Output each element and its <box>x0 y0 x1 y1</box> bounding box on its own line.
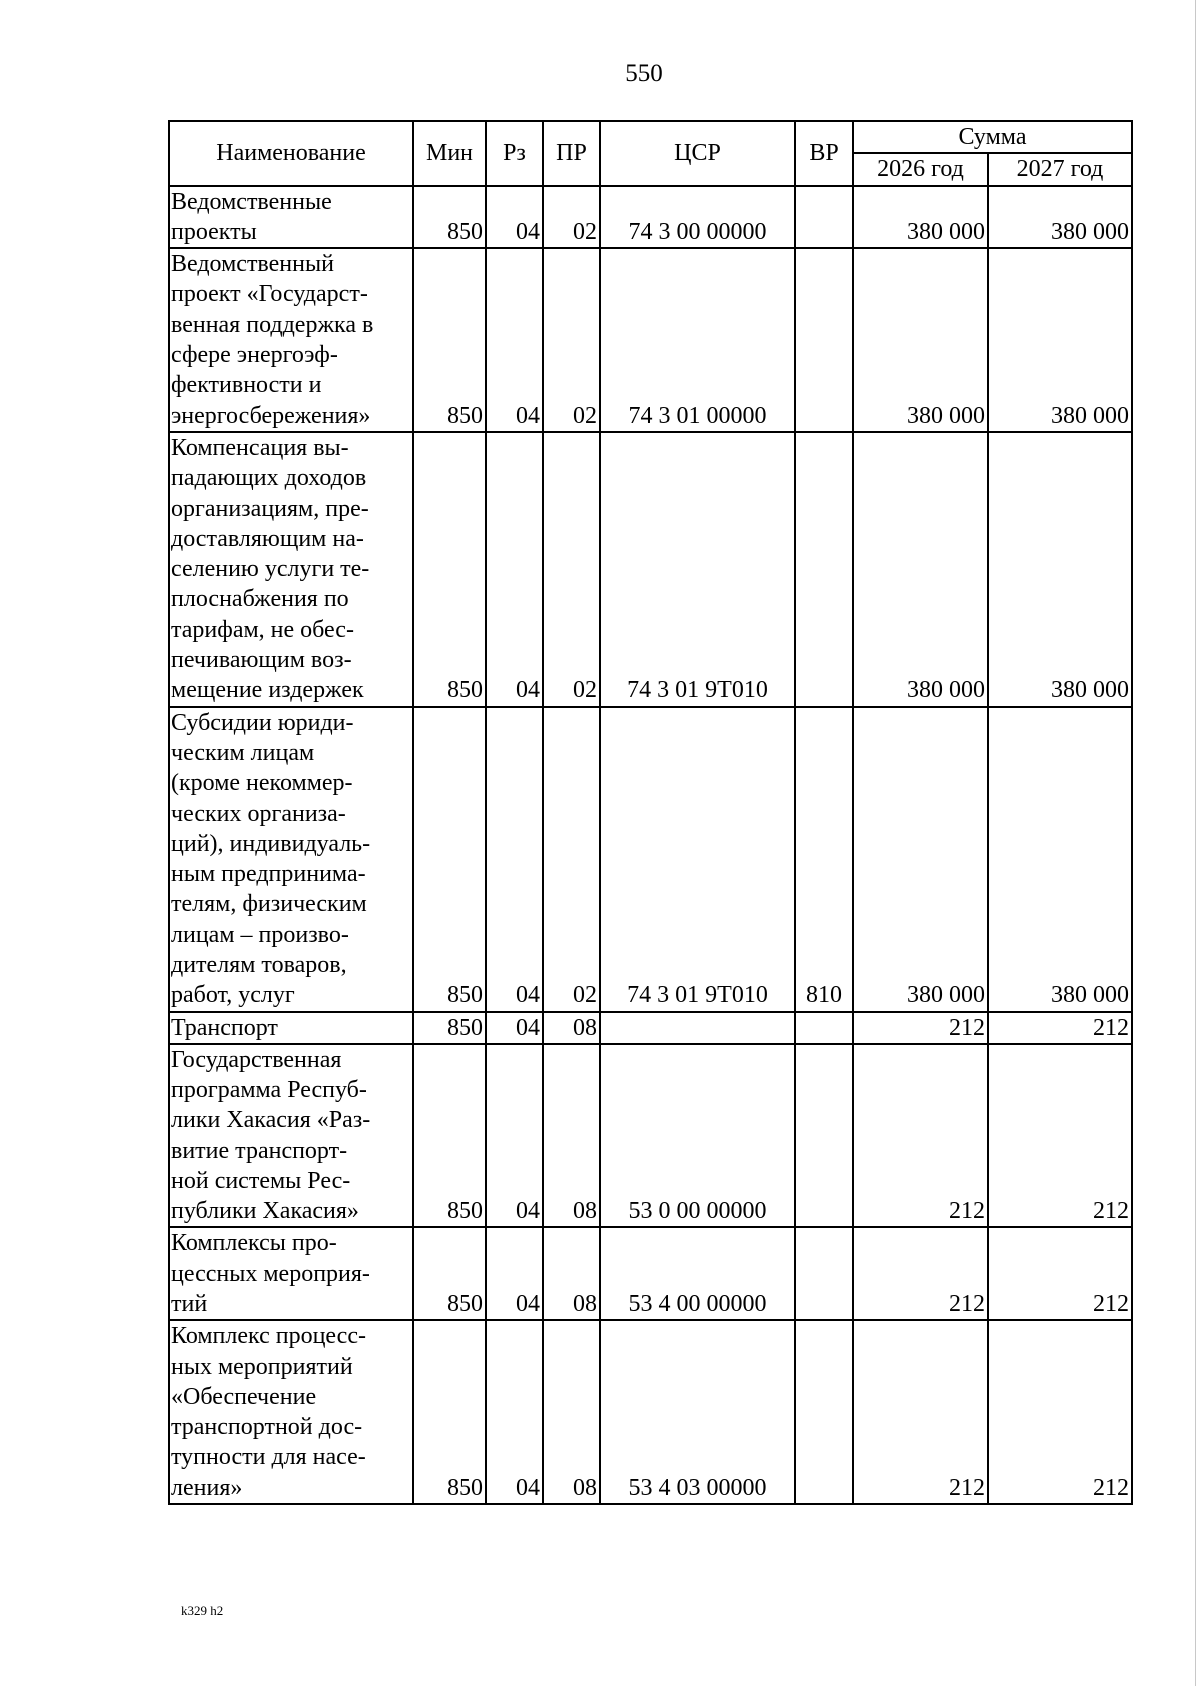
cell-sum-2026: 212 <box>853 1044 988 1228</box>
header-name: Наименование <box>169 121 413 186</box>
cell-vr: 810 <box>795 707 853 1012</box>
cell-name-line: тарифам, не обес- <box>171 616 354 643</box>
cell-name-line: (кроме некоммер- <box>171 770 353 797</box>
cell-csr <box>600 1012 795 1044</box>
cell-name-line: Государственная <box>171 1046 342 1073</box>
cell-name-line: дителям товаров, <box>171 952 347 979</box>
cell-name <box>169 707 413 1012</box>
cell-name-line: Транспорт <box>171 1014 278 1041</box>
cell-name-line: Комплекс процесс- <box>171 1323 366 1350</box>
cell-name-line: проекты <box>171 218 257 245</box>
cell-vr <box>795 432 853 707</box>
cell-name-line: ной системы Рес- <box>171 1167 351 1194</box>
header-sum: Сумма <box>853 121 1132 153</box>
cell-min: 850 <box>413 1320 486 1504</box>
cell-csr: 74 3 01 00000 <box>600 248 795 432</box>
cell-name-line: ческих организа- <box>171 800 346 827</box>
table-row <box>169 1320 1132 1504</box>
cell-sum-2026: 212 <box>853 1227 988 1320</box>
cell-name <box>169 1044 413 1228</box>
cell-vr <box>795 1320 853 1504</box>
cell-rz: 04 <box>486 186 543 249</box>
cell-name-line: селению услуги те- <box>171 556 370 583</box>
cell-name-line: работ, услуг <box>171 982 295 1009</box>
cell-sum-2027: 212 <box>988 1227 1132 1320</box>
cell-name-line: сфере энергоэф- <box>171 342 338 369</box>
scan-edge-line <box>1195 0 1196 1686</box>
header-row <box>169 121 1132 153</box>
cell-name-line: ления» <box>171 1474 243 1501</box>
cell-name <box>169 186 413 249</box>
cell-vr <box>795 248 853 432</box>
cell-min: 850 <box>413 707 486 1012</box>
cell-csr: 74 3 01 9Т010 <box>600 707 795 1012</box>
cell-vr <box>795 186 853 249</box>
cell-sum-2026: 380 000 <box>853 707 988 1012</box>
cell-name-line: телям, физическим <box>171 891 367 918</box>
cell-rz: 04 <box>486 1044 543 1228</box>
cell-sum-2026: 380 000 <box>853 248 988 432</box>
cell-name-line: печивающим воз- <box>171 647 352 674</box>
cell-name-line: ций), индивидуаль- <box>171 830 371 857</box>
cell-name-line: цессных мероприя- <box>171 1260 370 1287</box>
table-body <box>169 186 1132 1504</box>
cell-pr: 02 <box>543 707 600 1012</box>
cell-name <box>169 1012 413 1044</box>
cell-name-line: лики Хакасия «Раз- <box>171 1107 371 1134</box>
cell-vr <box>795 1227 853 1320</box>
cell-name-line: публики Хакасия» <box>171 1198 359 1225</box>
cell-min: 850 <box>413 432 486 707</box>
cell-min: 850 <box>413 1012 486 1044</box>
cell-name-line: фективности и <box>171 372 322 399</box>
header-csr: ЦСР <box>600 121 795 186</box>
header-min: Мин <box>413 121 486 186</box>
cell-sum-2026: 380 000 <box>853 432 988 707</box>
header-vr: ВР <box>795 121 853 186</box>
cell-sum-2027: 212 <box>988 1320 1132 1504</box>
cell-name-line: организациям, пре- <box>171 495 369 522</box>
cell-csr: 53 4 03 00000 <box>600 1320 795 1504</box>
cell-name-line: тий <box>171 1290 208 1317</box>
cell-name-line: Комплексы про- <box>171 1230 337 1257</box>
cell-name-line: Компенсация вы- <box>171 434 349 461</box>
cell-name-line: Ведомственные <box>171 188 332 215</box>
cell-name-line: ческим лицам <box>171 739 315 766</box>
cell-min: 850 <box>413 1044 486 1228</box>
header-year-2026: 2026 год <box>853 153 988 185</box>
header-year-2027: 2027 год <box>988 153 1132 185</box>
table-row <box>169 707 1132 1012</box>
cell-sum-2026: 212 <box>853 1012 988 1044</box>
table-row <box>169 1044 1132 1228</box>
cell-rz: 04 <box>486 1320 543 1504</box>
cell-name <box>169 432 413 707</box>
cell-name-line: проект «Государст- <box>171 281 368 308</box>
cell-name <box>169 248 413 432</box>
cell-name-line: ным предпринима- <box>171 861 366 888</box>
cell-rz: 04 <box>486 1012 543 1044</box>
cell-min: 850 <box>413 1227 486 1320</box>
cell-pr: 08 <box>543 1320 600 1504</box>
cell-name-line: энергосбережения» <box>171 402 371 429</box>
header-rz: Рз <box>486 121 543 186</box>
cell-sum-2027: 380 000 <box>988 186 1132 249</box>
cell-csr: 74 3 00 00000 <box>600 186 795 249</box>
budget-table <box>168 120 1133 1505</box>
cell-pr: 02 <box>543 432 600 707</box>
cell-vr <box>795 1044 853 1228</box>
page-number: 550 <box>625 60 663 87</box>
cell-csr: 74 3 01 9Т010 <box>600 432 795 707</box>
cell-pr: 02 <box>543 186 600 249</box>
cell-pr: 08 <box>543 1012 600 1044</box>
cell-sum-2027: 380 000 <box>988 432 1132 707</box>
cell-name-line: Субсидии юриди- <box>171 709 354 736</box>
cell-min: 850 <box>413 186 486 249</box>
cell-sum-2026: 380 000 <box>853 186 988 249</box>
cell-name <box>169 1227 413 1320</box>
table-row <box>169 432 1132 707</box>
cell-csr: 53 4 00 00000 <box>600 1227 795 1320</box>
cell-rz: 04 <box>486 1227 543 1320</box>
cell-rz: 04 <box>486 432 543 707</box>
cell-pr: 08 <box>543 1227 600 1320</box>
cell-name <box>169 1320 413 1504</box>
cell-name-line: лицам – произво- <box>171 921 349 948</box>
table-row <box>169 186 1132 249</box>
header-pr: ПР <box>543 121 600 186</box>
cell-sum-2027: 380 000 <box>988 248 1132 432</box>
cell-pr: 08 <box>543 1044 600 1228</box>
cell-sum-2026: 212 <box>853 1320 988 1504</box>
cell-name-line: Ведомственный <box>171 251 334 278</box>
cell-vr <box>795 1012 853 1044</box>
cell-name-line: тупности для насе- <box>171 1444 366 1471</box>
cell-rz: 04 <box>486 707 543 1012</box>
cell-sum-2027: 212 <box>988 1012 1132 1044</box>
cell-name-line: венная поддержка в <box>171 311 374 338</box>
cell-rz: 04 <box>486 248 543 432</box>
cell-name-line: программа Респуб- <box>171 1076 367 1103</box>
cell-sum-2027: 212 <box>988 1044 1132 1228</box>
table-row <box>169 1012 1132 1044</box>
cell-sum-2027: 380 000 <box>988 707 1132 1012</box>
table-row <box>169 248 1132 432</box>
cell-name-line: мещение издержек <box>171 677 364 704</box>
footer-code: k329 h2 <box>181 1603 224 1618</box>
cell-name-line: ных мероприятий <box>171 1353 353 1380</box>
cell-name-line: плоснабжения по <box>171 586 349 613</box>
cell-name-line: витие транспорт- <box>171 1137 348 1164</box>
cell-name-line: доставляющим на- <box>171 525 364 552</box>
cell-pr: 02 <box>543 248 600 432</box>
cell-name-line: падающих доходов <box>171 465 367 492</box>
cell-csr: 53 0 00 00000 <box>600 1044 795 1228</box>
cell-name-line: «Обеспечение <box>171 1383 317 1410</box>
cell-name-line: транспортной дос- <box>171 1414 363 1441</box>
cell-min: 850 <box>413 248 486 432</box>
table-row <box>169 1227 1132 1320</box>
